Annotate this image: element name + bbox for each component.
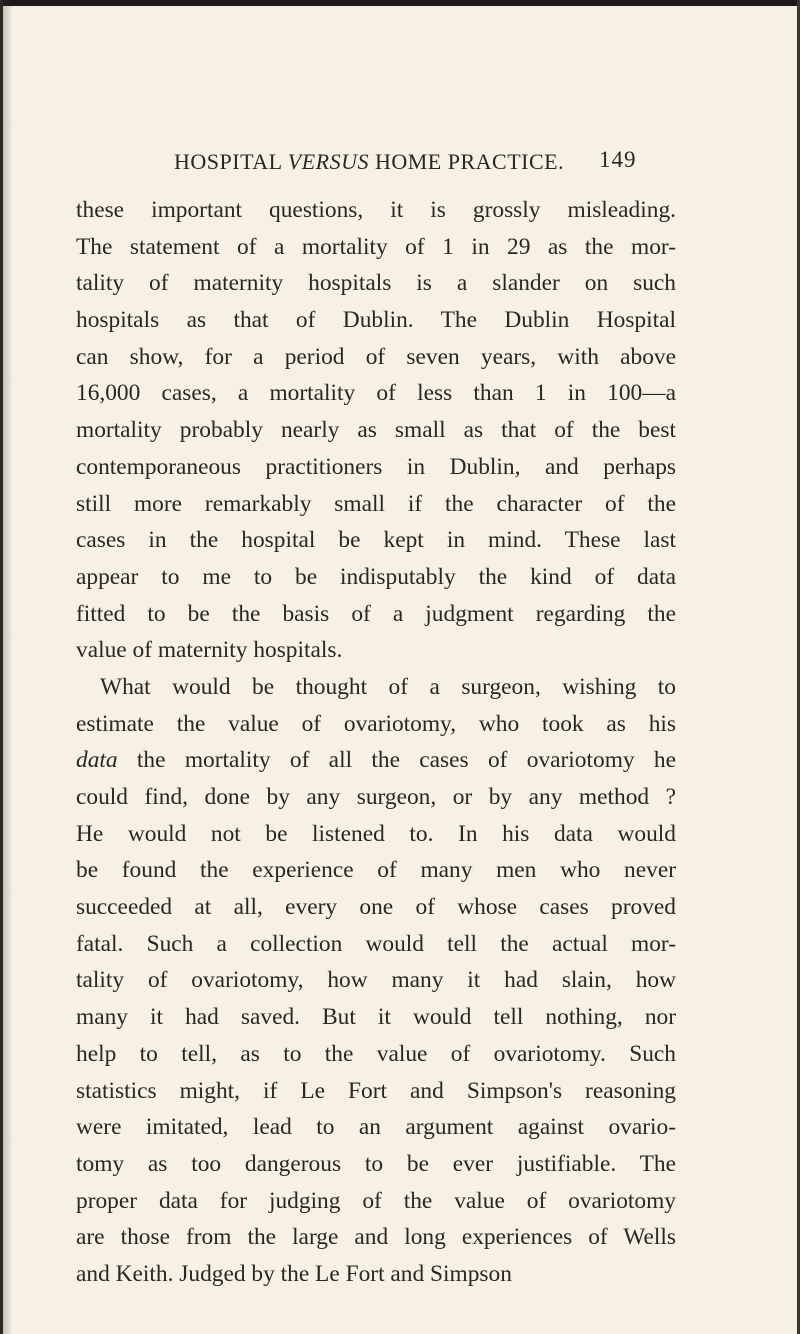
text-line: He would not be listened to. In his data would	[76, 820, 676, 847]
text-line: tality of ovariotomy, how many it had slain, how	[76, 967, 676, 994]
text-line: The statement of a mortality of 1 in 29 as the mor-	[76, 233, 676, 260]
running-head-italic: VERSUS	[287, 149, 369, 174]
text-line: hospitals as that of Dublin. The Dublin Hospital	[76, 307, 676, 334]
text-line: cases in the hospital be kept in mind. These last	[76, 527, 676, 554]
page-number: 149	[599, 147, 637, 172]
text-line: tomy as too dangerous to be ever justifiable. The	[76, 1150, 676, 1177]
text-line-with-italic	[76, 742, 676, 779]
text-line: help to tell, as to the value of ovariotomy. Such	[76, 1040, 676, 1067]
text-line: are those from the large and long experiences of Wells	[76, 1224, 676, 1251]
text-line: statistics might, if Le Fort and Simpson's reasoning	[76, 1077, 676, 1104]
running-head-part2: HOME PRACTICE.	[368, 149, 565, 174]
text-line: these important questions, it is grossly misleading.	[76, 197, 676, 223]
text-line: contemporaneous practitioners in Dublin, and perhaps	[76, 453, 676, 480]
text-line: still more remarkably small if the character of the	[76, 490, 676, 517]
text-line: proper data for judging of the value of ovariotomy	[76, 1187, 676, 1214]
running-head-title	[174, 149, 564, 175]
text-line: were imitated, lead to an argument against ovario-	[76, 1114, 676, 1141]
text-line: fatal. Such a collection would tell the actual mor-	[76, 930, 676, 957]
text-line-rest: the mortality of all the cases of ovariotomy he	[136, 747, 676, 774]
top-border	[0, 0, 800, 6]
running-head-part1: HOSPITAL	[174, 149, 288, 174]
text-line: mortality probably nearly as small as that of the best	[76, 417, 676, 444]
text-line: estimate the value of ovariotomy, who took as his	[76, 710, 676, 737]
text-line: fitted to be the basis of a judgment regarding the	[76, 600, 676, 627]
body-text	[76, 192, 676, 1293]
text-line: 16,000 cases, a mortality of less than 1 in 100—a	[76, 380, 676, 407]
text-line: appear to me to be indisputably the kind of data	[76, 563, 676, 590]
text-line: could find, done by any surgeon, or by any method ?	[76, 784, 676, 810]
text-line: value of maternity hospitals.	[76, 637, 343, 664]
running-header	[0, 143, 800, 183]
gutter-shadow	[3, 0, 13, 1334]
text-line: What would be thought of a surgeon, wishing to	[100, 673, 676, 700]
italic-word: data	[76, 747, 118, 774]
text-line: many it had saved. But it would tell nothing, nor	[76, 1004, 676, 1031]
text-line: and Keith. Judged by the Le Fort and Simpson	[76, 1260, 512, 1287]
text-line: succeeded at all, every one of whose cases proved	[76, 894, 676, 921]
text-line: tality of maternity hospitals is a slander on such	[76, 270, 676, 297]
text-line: be found the experience of many men who never	[76, 857, 676, 884]
text-line: can show, for a period of seven years, with above	[76, 343, 676, 370]
